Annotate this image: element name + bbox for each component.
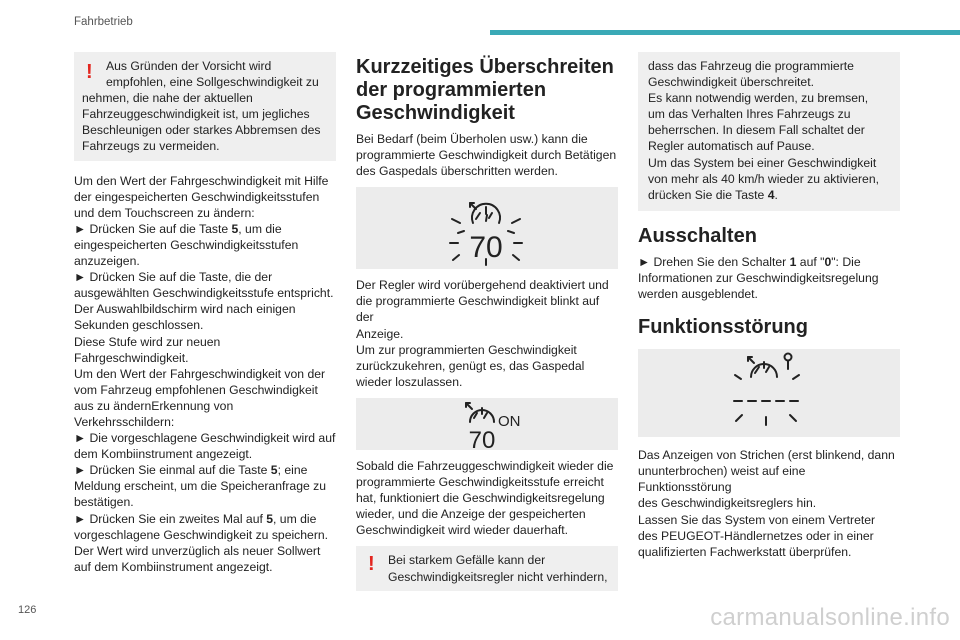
note-line: Beschleunigen oder starkes Abbremsen des (82, 123, 321, 138)
paragraph-line: wieder loszulassen. (356, 374, 463, 389)
speed-digits: 70 (469, 231, 503, 265)
speedometer-blink-icon (356, 187, 618, 269)
paragraph-line: Um zur programmierten Geschwindigkeit (356, 342, 577, 357)
column-1 (74, 52, 336, 575)
caution-note (74, 52, 336, 161)
section-heading (356, 56, 618, 125)
paragraph-line: Geschwindigkeit wird wieder dauerhaft. (356, 523, 569, 538)
paragraph-line: bestätigen. (74, 495, 134, 510)
section-heading-off: Ausschalten (638, 224, 757, 247)
paragraph-line: Anzeige. (356, 326, 404, 341)
note-line: dass das Fahrzeug die programmierte (648, 59, 854, 73)
paragraph-line: Informationen zur Geschwindigkeitsregelung (638, 270, 879, 285)
watermark: carmanualsonline.info (710, 604, 950, 631)
running-header: Fahrbetrieb (74, 16, 133, 28)
paragraph-line: ausgewählten Geschwindigkeitsstufe entspricht. (74, 286, 334, 301)
speed-digits: 70 (468, 426, 496, 450)
key-label: 5 (266, 511, 274, 526)
paragraph-line: Sobald die Fahrzeuggeschwindigkeit wieder die (356, 458, 614, 473)
note-line: Fahrzeugs zu vermeiden. (82, 139, 220, 154)
note-line: Regler automatisch auf Pause. (648, 139, 815, 154)
step-text: , um die (238, 221, 282, 236)
key-label: 1 (789, 254, 797, 269)
step-text: ► Drücken Sie ein zweites Mal auf (74, 511, 267, 526)
step-text: ► Drücken Sie auf die Taste (74, 221, 232, 236)
paragraph-line: wieder, und die Anzeige der gespeicherten (356, 507, 586, 522)
note-line: Aus Gründen der Vorsicht wird (106, 59, 272, 73)
fault-illustration (638, 349, 900, 437)
header-accent-bar (490, 30, 960, 35)
paragraph-line: des PEUGEOT-Händlernetzes oder in einer (638, 528, 874, 543)
paragraph-line: Der Auswahlbildschirm wird nach einigen (74, 302, 296, 317)
step-text: ; eine (277, 463, 308, 478)
note-line: Fahrzeuggeschwindigkeit ist, um jegliches (82, 107, 310, 122)
key-label: 4 (767, 187, 775, 202)
caution-note (356, 546, 618, 590)
paragraph-line: vorgeschlagene Geschwindigkeit zu speichern. (74, 527, 329, 542)
note-line: um das Verhalten Ihres Fahrzeugs zu (648, 107, 851, 122)
section-heading-fault: Funktionsstörung (638, 316, 808, 339)
note-line: Es kann notwendig werden, zu bremsen, (648, 91, 869, 106)
key-label: 0 (824, 254, 832, 269)
note-line: Geschwindigkeitsregler nicht verhindern, (388, 569, 608, 584)
note-line: Geschwindigkeit überschreitet. (648, 75, 814, 90)
paragraph-line: programmierte Geschwindigkeitsstufe erreicht (356, 475, 604, 490)
paragraph-line: hat, funktioniert die Geschwindigkeitsregelung (356, 491, 605, 506)
paragraph-line: ununterbrochen) weist auf eine Funktionsstörung (638, 464, 806, 495)
paragraph-line: Lassen Sie das System von einem Vertreter (638, 512, 876, 527)
paragraph-line: vom Fahrzeug empfohlenen Geschwindigkeit (74, 382, 318, 397)
step-line (74, 511, 336, 527)
paragraph-line: des Gaspedals überschritten werden. (356, 164, 558, 179)
paragraph-line: Um den Wert der Fahrgeschwindigkeit von der (74, 366, 326, 381)
paragraph-line: Der Wert wird unverzüglich als neuer Sollwert (74, 543, 321, 558)
note-text: . (774, 187, 778, 202)
step-text: ► Drehen Sie den Schalter (638, 254, 790, 269)
note-line (648, 187, 890, 203)
step-text: ": Die (831, 254, 861, 269)
warning-icon: ! (368, 553, 375, 576)
step-text: , um die (273, 511, 317, 526)
paragraph-line: Bei Bedarf (beim Überholen usw.) kann die (356, 132, 588, 146)
speedometer-fault-icon (638, 349, 900, 437)
paragraph-line: und dem Touchscreen zu ändern: (74, 205, 255, 220)
paragraph-line: auf dem Kombiinstrument angezeigt. (74, 559, 273, 574)
note-line: von mehr als 40 km/h wieder zu aktivieren, (648, 171, 879, 186)
heading-line: Geschwindigkeit (356, 102, 515, 124)
heading-line: Kurzzeitiges Überschreiten (356, 56, 614, 78)
speed-resume-illustration (356, 398, 618, 450)
on-label: ON (498, 412, 521, 430)
key-label: 5 (270, 463, 278, 478)
paragraph-line: Um den Wert der Fahrgeschwindigkeit mit Hilfe (74, 173, 329, 188)
warning-icon: ! (86, 61, 93, 83)
paragraph-line: werden ausgeblendet. (638, 287, 758, 302)
paragraph-line: eingespeicherten Geschwindigkeitsstufen (74, 237, 299, 252)
key-label: 5 (231, 221, 239, 236)
note-line: nehmen, die nahe der aktuellen (82, 91, 253, 106)
paragraph-line: ► Drücken Sie auf die Taste, die der (74, 270, 273, 285)
paragraph-line: dem Kombiinstrument angezeigt. (74, 447, 253, 462)
paragraph-line: qualifizierten Fachwerkstatt überprüfen. (638, 544, 852, 559)
step-text: auf " (796, 254, 825, 269)
speed-exceed-illustration (356, 187, 618, 269)
paragraph-line: Das Anzeigen von Strichen (erst blinkend, dann (638, 448, 895, 463)
note-line: Um das System bei einer Geschwindigkeit (648, 155, 877, 170)
note-line: Bei starkem Gefälle kann der (388, 553, 546, 568)
paragraph-line: anzuzeigen. (74, 254, 140, 269)
paragraph-line: der eingespeicherten Geschwindigkeitsstufen (74, 189, 320, 204)
step-line (638, 254, 900, 270)
caution-note-continued (638, 52, 900, 211)
paragraph-line: aus zu ändernErkennung von Verkehrsschildern: (74, 398, 234, 429)
paragraph-line: des Geschwindigkeitsreglers hin. (638, 496, 817, 511)
note-line: empfohlen, eine Sollgeschwindigkeit zu (106, 75, 319, 90)
paragraph-line: Diese Stufe wird zur neuen Fahrgeschwindigkeit. (74, 334, 221, 365)
paragraph-line: ► Die vorgeschlagene Geschwindigkeit wird auf (74, 431, 336, 446)
step-text: ► Drücken Sie einmal auf die Taste (74, 463, 271, 478)
note-text: drücken Sie die Taste (648, 187, 768, 202)
paragraph-line: programmierte Geschwindigkeit durch Betätigen (356, 148, 617, 163)
paragraph-line: Der Regler wird vorübergehend deaktiviert und (356, 278, 609, 293)
paragraph-line: Meldung erscheint, um die Speicheranfrage zu (74, 479, 327, 494)
step-line (74, 221, 336, 237)
paragraph-line: zurückzukehren, genügt es, das Gaspedal (356, 358, 585, 373)
page-number: 126 (18, 604, 37, 616)
column-2 (356, 56, 618, 591)
paragraph-line: die programmierte Geschwindigkeit blinkt auf der (356, 294, 600, 325)
paragraph-line: Sekunden geschlossen. (74, 318, 204, 333)
note-line: beherrschen. In diesem Fall schaltet der (648, 123, 865, 138)
speedometer-on-icon (356, 398, 618, 450)
heading-line: der programmierten (356, 79, 547, 101)
column-3 (638, 52, 900, 560)
step-line (74, 462, 336, 478)
